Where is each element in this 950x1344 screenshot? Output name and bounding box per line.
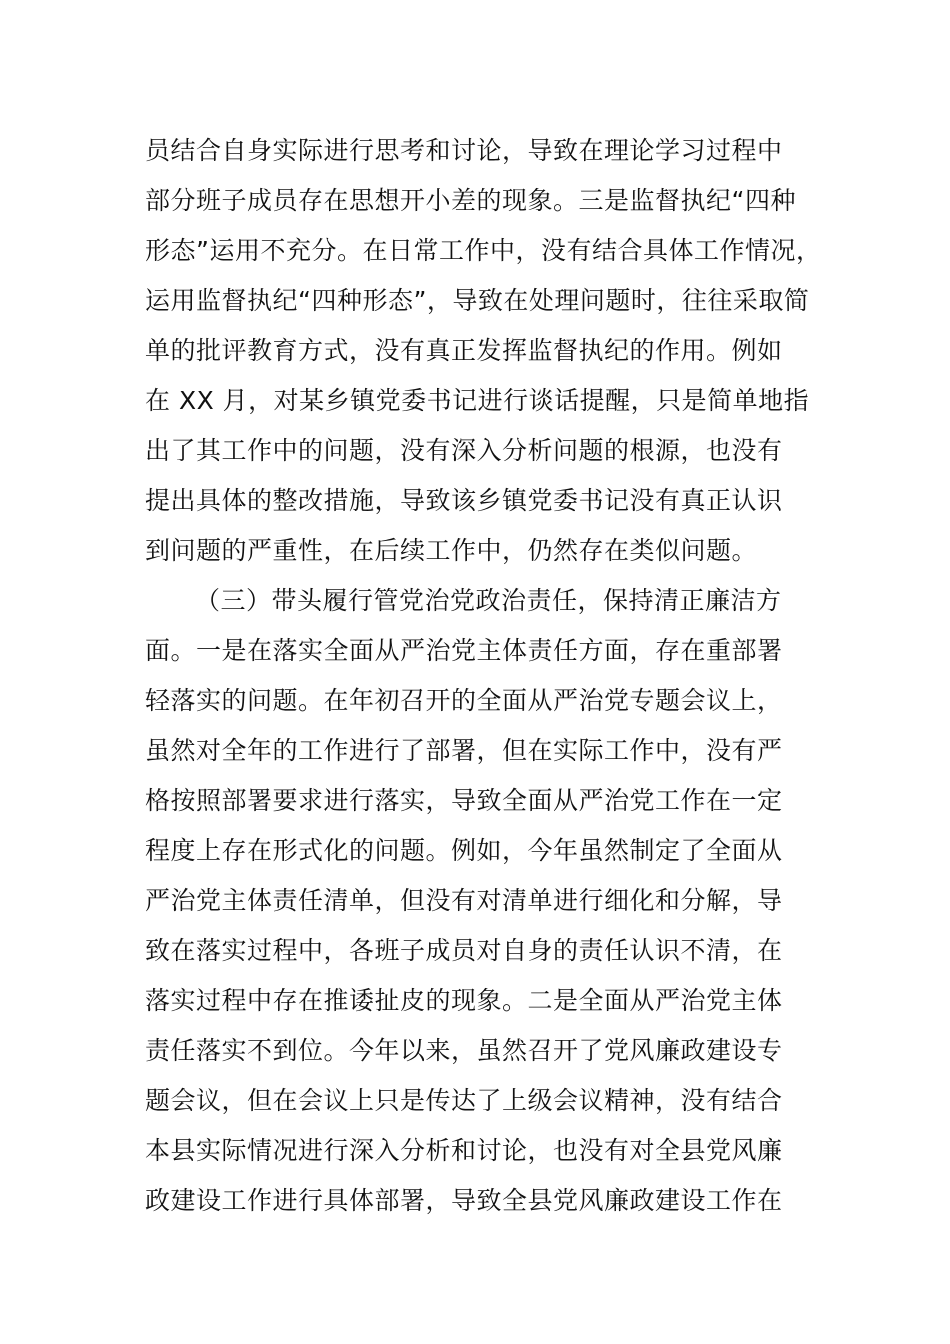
text-line: 致在落实过程中，各班子成员对自身的责任认识不清，在 xyxy=(145,936,783,965)
text-line: 单的批评教育方式，没有真正发挥监督执纪的作用。例如 xyxy=(145,336,783,365)
text-line: 落实过程中存在推诿扯皮的现象。二是全面从严治党主体 xyxy=(145,986,783,1015)
section-heading-line: （三）带头履行管党治党政治责任，保持清正廉洁方 xyxy=(195,586,782,615)
text-line: 政建设工作进行具体部署，导致全县党风廉政建设工作在 xyxy=(145,1186,783,1215)
text-line: 格按照部署要求进行落实，导致全面从严治党工作在一定 xyxy=(145,786,783,815)
text-line: 运用监督执纪“四种形态”，导致在处理问题时，往往采取简 xyxy=(145,286,810,315)
text-line: 题会议，但在会议上只是传达了上级会议精神，没有结合 xyxy=(145,1086,783,1115)
text-line: 虽然对全年的工作进行了部署，但在实际工作中，没有严 xyxy=(145,736,783,765)
text-line: 到问题的严重性，在后续工作中，仍然存在类似问题。 xyxy=(145,536,758,565)
text-line: 本县实际情况进行深入分析和讨论，也没有对全县党风廉 xyxy=(145,1136,783,1165)
text-line: 出了其工作中的问题，没有深入分析问题的根源，也没有 xyxy=(145,436,783,465)
text-line: 在 XX 月，对某乡镇党委书记进行谈话提醒，只是简单地指 xyxy=(145,386,810,415)
text-line: 程度上存在形式化的问题。例如，今年虽然制定了全面从 xyxy=(145,836,783,865)
text-line: 员结合自身实际进行思考和讨论，导致在理论学习过程中 xyxy=(145,136,783,165)
text-line: 部分班子成员存在思想开小差的现象。三是监督执纪“四种 xyxy=(145,186,796,215)
text-line: 责任落实不到位。今年以来，虽然召开了党风廉政建设专 xyxy=(145,1036,783,1065)
text-line: 面。一是在落实全面从严治党主体责任方面，存在重部署 xyxy=(145,636,783,665)
text-line: 严治党主体责任清单，但没有对清单进行细化和分解，导 xyxy=(145,886,783,915)
text-line: 轻落实的问题。在年初召开的全面从严治党专题会议上， xyxy=(145,686,783,715)
text-line: 提出具体的整改措施，导致该乡镇党委书记没有真正认识 xyxy=(145,486,783,515)
text-line: 形态”运用不充分。在日常工作中，没有结合具体工作情况， xyxy=(145,236,822,265)
